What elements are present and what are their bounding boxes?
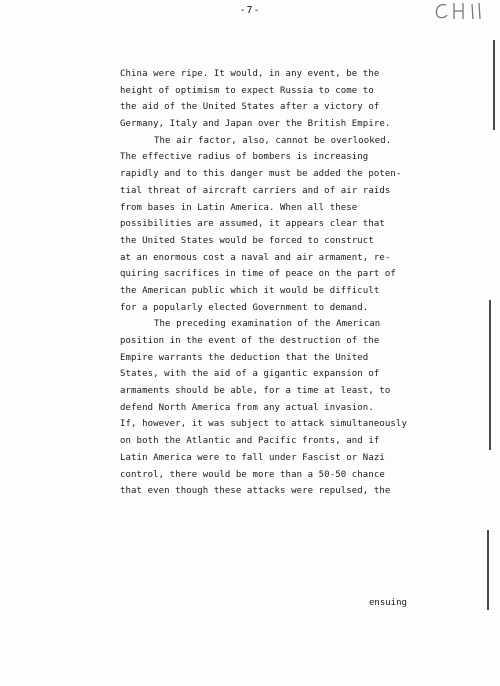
text-line: armaments should be able, for a time at least, to	[120, 386, 391, 397]
text-line: from bases in Latin America. When all these	[120, 202, 358, 213]
text-line: rapidly and to this danger must be added the poten-	[120, 169, 402, 180]
text-line: Latin America were to fall under Fascist or Nazi	[120, 452, 385, 463]
scan-edge-mark	[493, 40, 495, 130]
catchword: ensuing	[369, 598, 407, 608]
text-line: that even though these attacks were repulsed, the	[120, 486, 391, 497]
text-line: quiring sacrifices in time of peace on the part of	[120, 269, 396, 280]
text-line: position in the event of the destruction of the	[120, 336, 380, 346]
text-line: If, however, it was subject to attack simultaneously	[120, 419, 407, 430]
text-line: possibilities are assumed, it appears clear that	[120, 219, 385, 230]
scan-edge-mark	[487, 530, 489, 610]
text-line: the aid of the United States after a victory of	[120, 102, 380, 113]
body-text	[120, 66, 438, 500]
text-line: Empire warrants the deduction that the United	[120, 352, 369, 363]
text-line: defend North America from any actual invasion.	[120, 402, 374, 413]
text-line: the American public which it would be difficult	[120, 285, 380, 296]
handwritten-annotation	[430, 0, 490, 22]
text-line: control, there would be more than a 50-50 chance	[120, 469, 385, 480]
text-line: The air factor, also, cannot be overlooked.	[154, 135, 392, 146]
text-line: the United States would be forced to construct	[120, 235, 374, 246]
text-line: height of optimism to expect Russia to come to	[120, 85, 374, 96]
text-line: The preceding examination of the American	[154, 319, 381, 330]
text-line: at an enormous cost a naval and air armament, re-	[120, 252, 391, 263]
text-line: Germany, Italy and Japan over the British Empire.	[120, 119, 391, 130]
text-line: for a popularly elected Government to demand.	[120, 302, 369, 313]
scan-edge-mark	[489, 300, 491, 450]
text-line: The effective radius of bombers is increasing	[120, 152, 369, 163]
text-line: tial threat of aircraft carriers and of air raids	[120, 185, 391, 196]
page-number: -7-	[239, 5, 261, 16]
text-line: China were ripe. It would, in any event, be the	[120, 69, 380, 79]
text-line: States, with the aid of a gigantic expansion of	[120, 369, 380, 380]
text-line: on both the Atlantic and Pacific fronts, and if	[120, 436, 380, 447]
